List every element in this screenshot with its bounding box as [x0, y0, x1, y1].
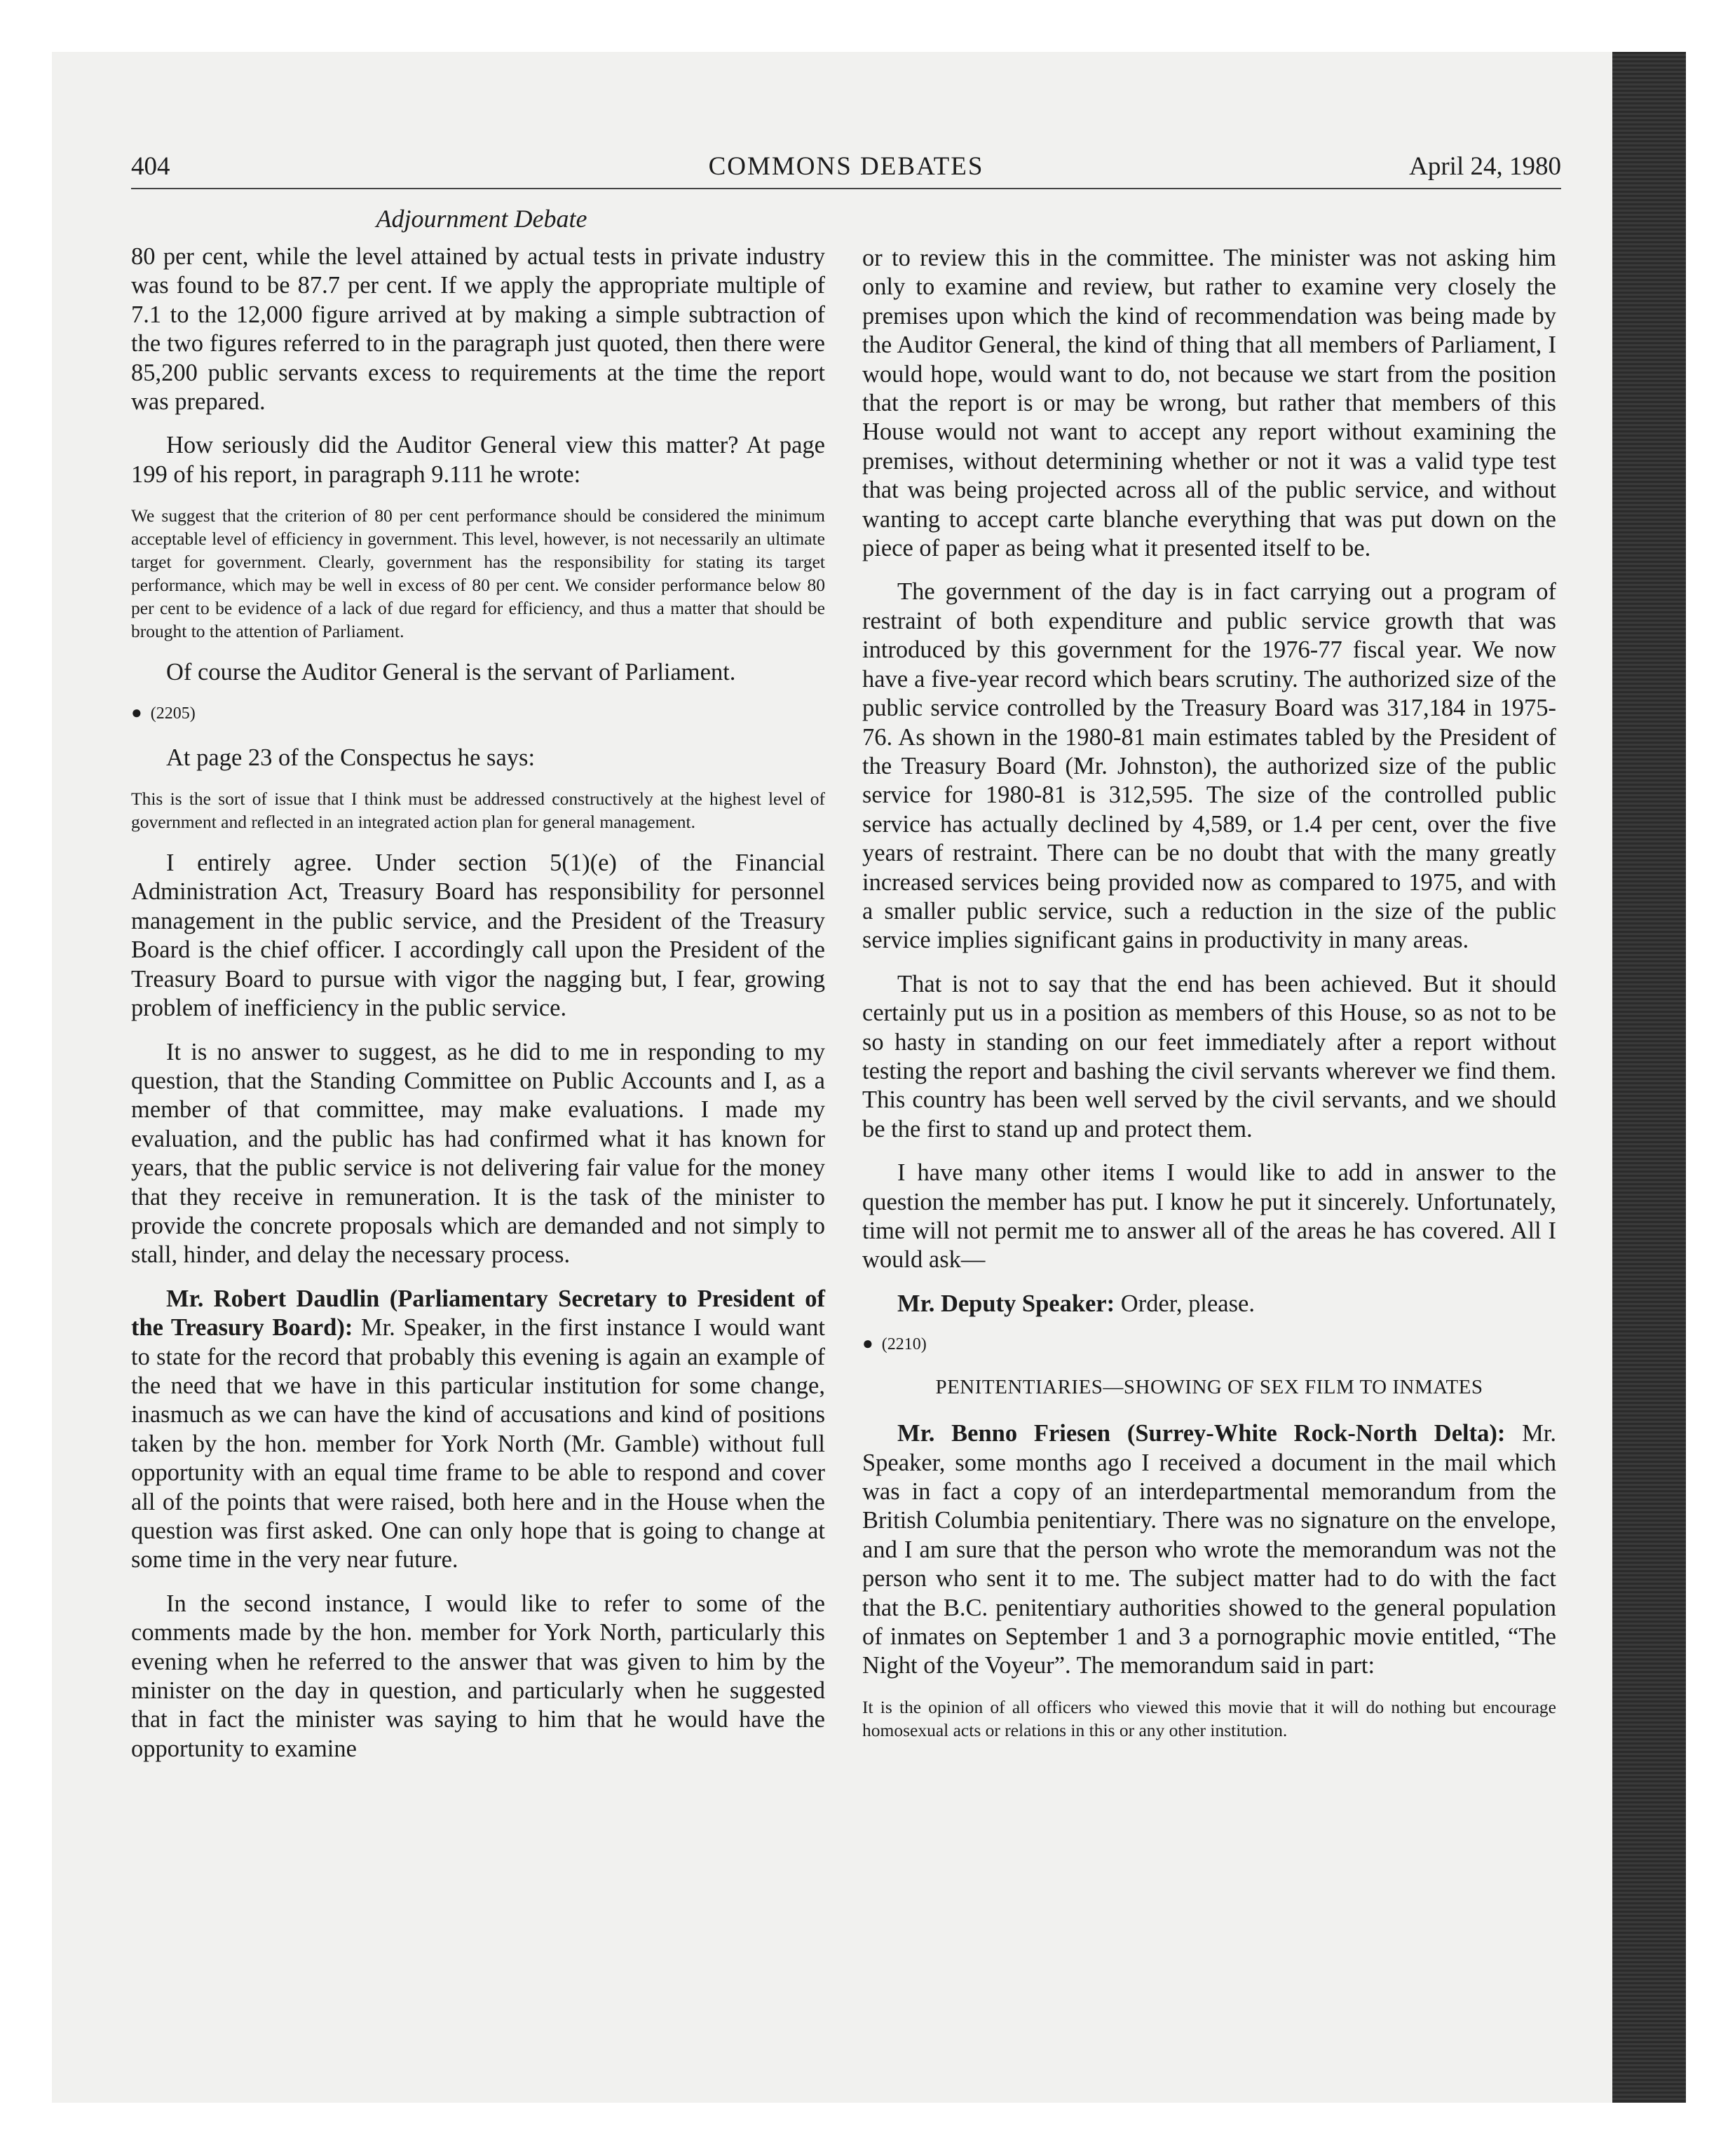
block-quote: This is the sort of issue that I think must be addressed constructively at the highest level of government and reflected in an integrated action plan for general management. — [131, 789, 825, 833]
speaker-name: Mr. Benno Friesen (Surrey-White Rock-North Delta): — [897, 1420, 1506, 1447]
speech-text: Mr. Speaker, in the first instance I would want to state for the record that probably this evening is again an example of the need that we have in this particular institution for some change, inasmuch as we can have the kind of accusations and kind of positions taken by the hon. member for York North (Mr. Gamble) without full opportunity with an equal time frame to be able to respond and cover all of the points that were raised, both here and in the House when the question was first asked. One can only hope that is going to change at some time in the very near future. — [131, 1314, 826, 1574]
binding-edge — [1612, 52, 1686, 2103]
publication-title: COMMONS DEBATES — [708, 152, 984, 181]
time-marker-label: (2210) — [881, 1335, 927, 1354]
paragraph: The government of the day is in fact carrying out a program of restraint of both expenditure and public service growth that was introduced by this government for the 1976-77 fiscal year. We now have a five-year record which bears scrutiny. The authorized size of the public service controlled by the Treasury Board was 317,184 in 1975-76. As shown in the 1980-81 main estimates tabled by the President of the Treasury Board (Mr. Johnston), the authorized size of the public service for 1980-81 is 312,595. The size of the controlled public service has actually declined by 4,589, or 1.4 per cent, over the five years of restraint. There can be no doubt that with the many greatly increased services being provided now as compared to 1975, and with a smaller public service, such a reduction in the size of the public service implies significant gains in productivity in many areas. — [862, 578, 1556, 954]
page-header — [131, 151, 1561, 189]
block-quote: We suggest that the criterion of 80 per cent performance should be considered the minimum acceptable level of efficiency in government. This level, however, is not necessarily an ultimate target for government. Clearly, government has the responsibility for stating its target performance, which may be well in excess of 80 per cent. We consider performance below 80 per cent to be evidence of a lack of due regard for efficiency, and thus a matter that should be brought to the attention of Parliament. — [131, 505, 825, 642]
page-number: 404 — [131, 152, 170, 181]
speech-paragraph — [131, 1285, 825, 1575]
time-marker — [131, 702, 825, 724]
paragraph: How seriously did the Auditor General view this matter? At page 199 of his report, in paragraph 9.111 he wrote: — [131, 432, 825, 488]
speaker-name: Mr. Robert Daudlin (Parliamentary Secretary to President of the Treasury Board): — [131, 1285, 825, 1342]
time-marker — [862, 1333, 1556, 1355]
paragraph: It is no answer to suggest, as he did to me in responding to my question, that the Standing Committee on Public Accounts and I, as a member of that committee, may make evaluations. I made my evaluation, and the public has had confirmed what it has known for years, that the public service is not delivering fair value for the money that they receive in remuneration. It is the task of the minister to provide the concrete proposals which are demanded and not simply to stall, hinder, and delay the necessary process. — [131, 1038, 825, 1269]
paragraph: or to review this in the committee. The minister was not asking him only to examine and review, but rather to examine very closely the premises upon which the kind of recommendation was being made by the Auditor General, the kind of thing that all members of Parliament, I would hope, would want to do, not because we start from the position that the report is or may be wrong, but rather that members of this House would not want to accept any report without examining the premises, without determining whether or not it was a valid type test that was being projected across all of the public service, and without wanting to accept carte blanche everything that was put down on the piece of paper as being what it presented itself to be. — [862, 245, 1556, 562]
speech-paragraph — [862, 1290, 1556, 1318]
paragraph: I have many other items I would like to add in answer to the question the member has put. I know he put it sincerely. Unfortunately, time will not permit me to answer all of the areas he has covered. All I would ask— — [862, 1159, 1556, 1274]
speaker-name: Mr. Deputy Speaker: — [897, 1290, 1115, 1317]
paragraph: That is not to say that the end has been achieved. But it should certainly put us in a position as members of this House, so as not to be so hasty in standing on our feet immediately after a report without testing the report and bashing the civil servants wherever we find them. This country has been well served by the civil servants, and we should be the first to stand up and protect them. — [862, 970, 1556, 1142]
bullet-icon: ● — [131, 702, 142, 723]
paragraph: I entirely agree. Under section 5(1)(e) of the Financial Administration Act, Treasury Board has responsibility for personnel management in the public service, and the President of the Treasury Board is the chief officer. I accordingly call upon the President of the Treasury Board to pursue with vigor the nagging but, I fear, growing problem of inefficiency in the public service. — [131, 850, 825, 1022]
page-date: April 24, 1980 — [1409, 152, 1561, 181]
paragraph: In the second instance, I would like to refer to some of the comments made by the hon. member for York North, particularly this evening when he referred to the answer that was given to him by the minister on the day in question, and particularly when he suggested that in fact the minister was saying to him that he would have the opportunity to examine — [131, 1590, 825, 1762]
paragraph: 80 per cent, while the level attained by actual tests in private industry was found to be 87.7 per cent. If we apply the appropriate multiple of 7.1 to the 12,000 figure arrived at by making a simple subtraction of the two figures referred to in the paragraph just quoted, then there were 85,200 public servants excess to requirements at the time the report was prepared. — [131, 243, 825, 416]
time-marker-label: (2205) — [150, 704, 196, 723]
paragraph: Of course the Auditor General is the servant of Parliament. — [166, 659, 736, 686]
speech-text: Mr. Speaker, some months ago I received a document in the mail which was in fact a copy of an interdepartmental memorandum from the British Columbia penitentiary. There was no signature on the envelope, and I am sure that the person who wrote the memorandum was not the person who sent it to me. The subject matter had to do with the fact that the B.C. penitentiary authorities showed to the general population of inmates on September 1 and 3 a pornographic movie entitled, “The Night of the Voyeur”. The memorandum said in part: — [862, 1420, 1556, 1679]
speech-paragraph — [862, 1419, 1556, 1681]
right-column — [862, 244, 1556, 1757]
bullet-icon: ● — [862, 1333, 873, 1354]
section-subheading: PENITENTIARIES—SHOWING OF SEX FILM TO INMATES — [935, 1376, 1483, 1399]
section-title: Adjournment Debate — [376, 205, 587, 233]
left-column — [131, 243, 825, 1778]
paragraph: At page 23 of the Conspectus he says: — [166, 744, 536, 771]
speech-text: Order, please. — [1120, 1290, 1255, 1317]
block-quote: It is the opinion of all officers who viewed this movie that it will do nothing but encourage homosexual acts or relations in this or any other institution. — [862, 1696, 1556, 1740]
